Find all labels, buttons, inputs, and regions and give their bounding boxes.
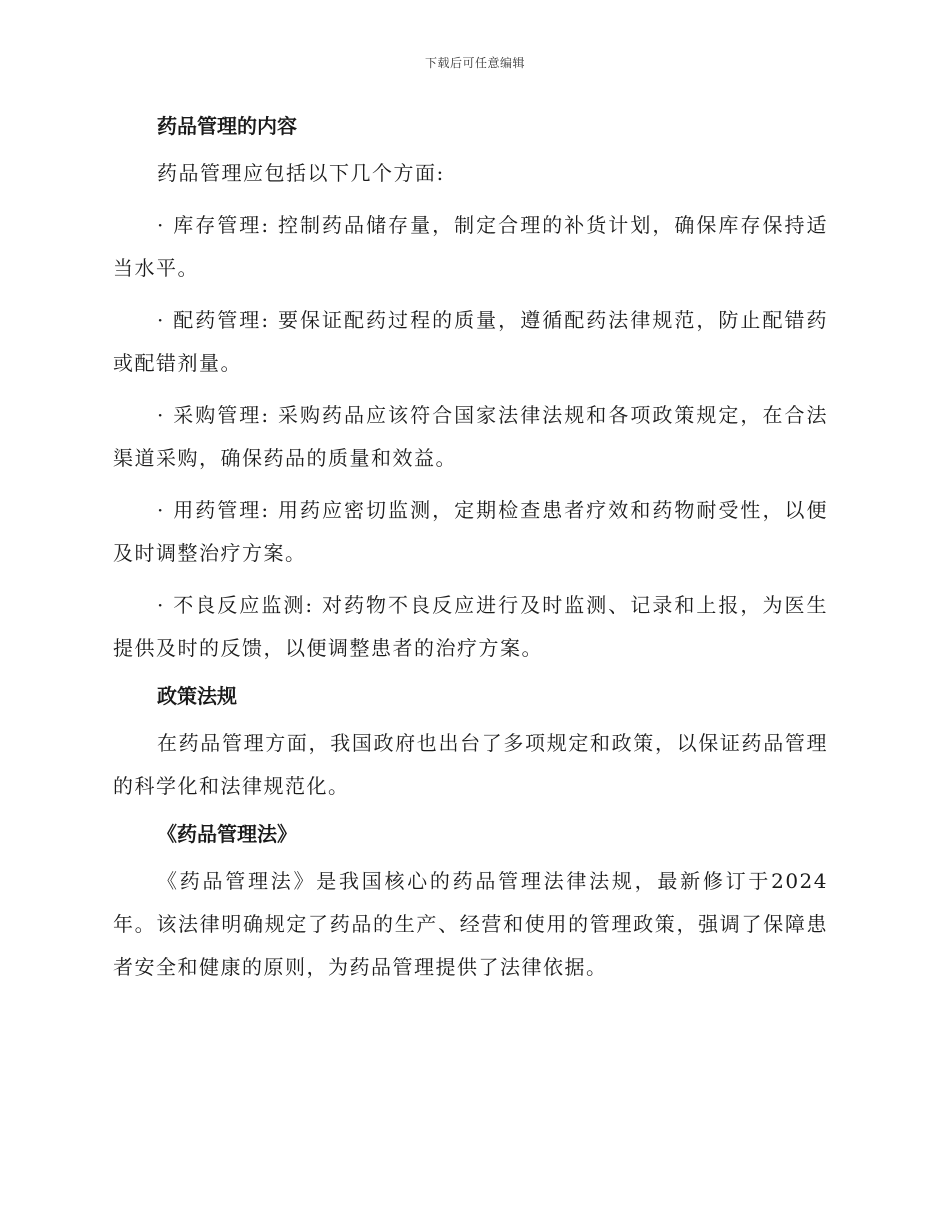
page-header-note: 下载后可任意编辑 [424,56,525,70]
list-item-procurement: · 采购管理: 采购药品应该符合国家法律法规和各项政策规定，在合法渠道采购，确保药品的质量和效益。 [113,403,828,470]
policy-paragraph: 在药品管理方面，我国政府也出台了多项规定和政策，以保证药品管理的科学化和法律规范化。 [113,731,828,798]
list-item-medication-use: · 用药管理: 用药应密切监测，定期检查患者疗效和药物耐受性，以便及时调整治疗方案。 [113,498,828,565]
document-body [113,110,828,989]
list-item-inventory: · 库存管理: 控制药品储存量，制定合理的补货计划，确保库存保持适当水平。 [113,213,828,280]
list-item-dispensing: · 配药管理: 要保证配药过程的质量，遵循配药法律规范，防止配错药或配错剂量。 [113,308,828,375]
section-heading-content: 药品管理的内容 [157,114,297,138]
list-item-adverse-reaction: · 不良反应监测: 对药物不良反应进行及时监测、记录和上报，为医生提供及时的反馈，以便调整患者的治疗方案。 [113,593,828,660]
law-paragraph: 《药品管理法》是我国核心的药品管理法律法规，最新修订于2024年。该法律明确规定了药品的生产、经营和使用的管理政策，强调了保障患者安全和健康的原则，为药品管理提供了法律依据。 [113,869,828,979]
section-heading-policy: 政策法规 [157,684,237,708]
section-heading-law: 《药品管理法》 [157,822,297,846]
intro-paragraph: 药品管理应包括以下几个方面: [157,161,445,185]
